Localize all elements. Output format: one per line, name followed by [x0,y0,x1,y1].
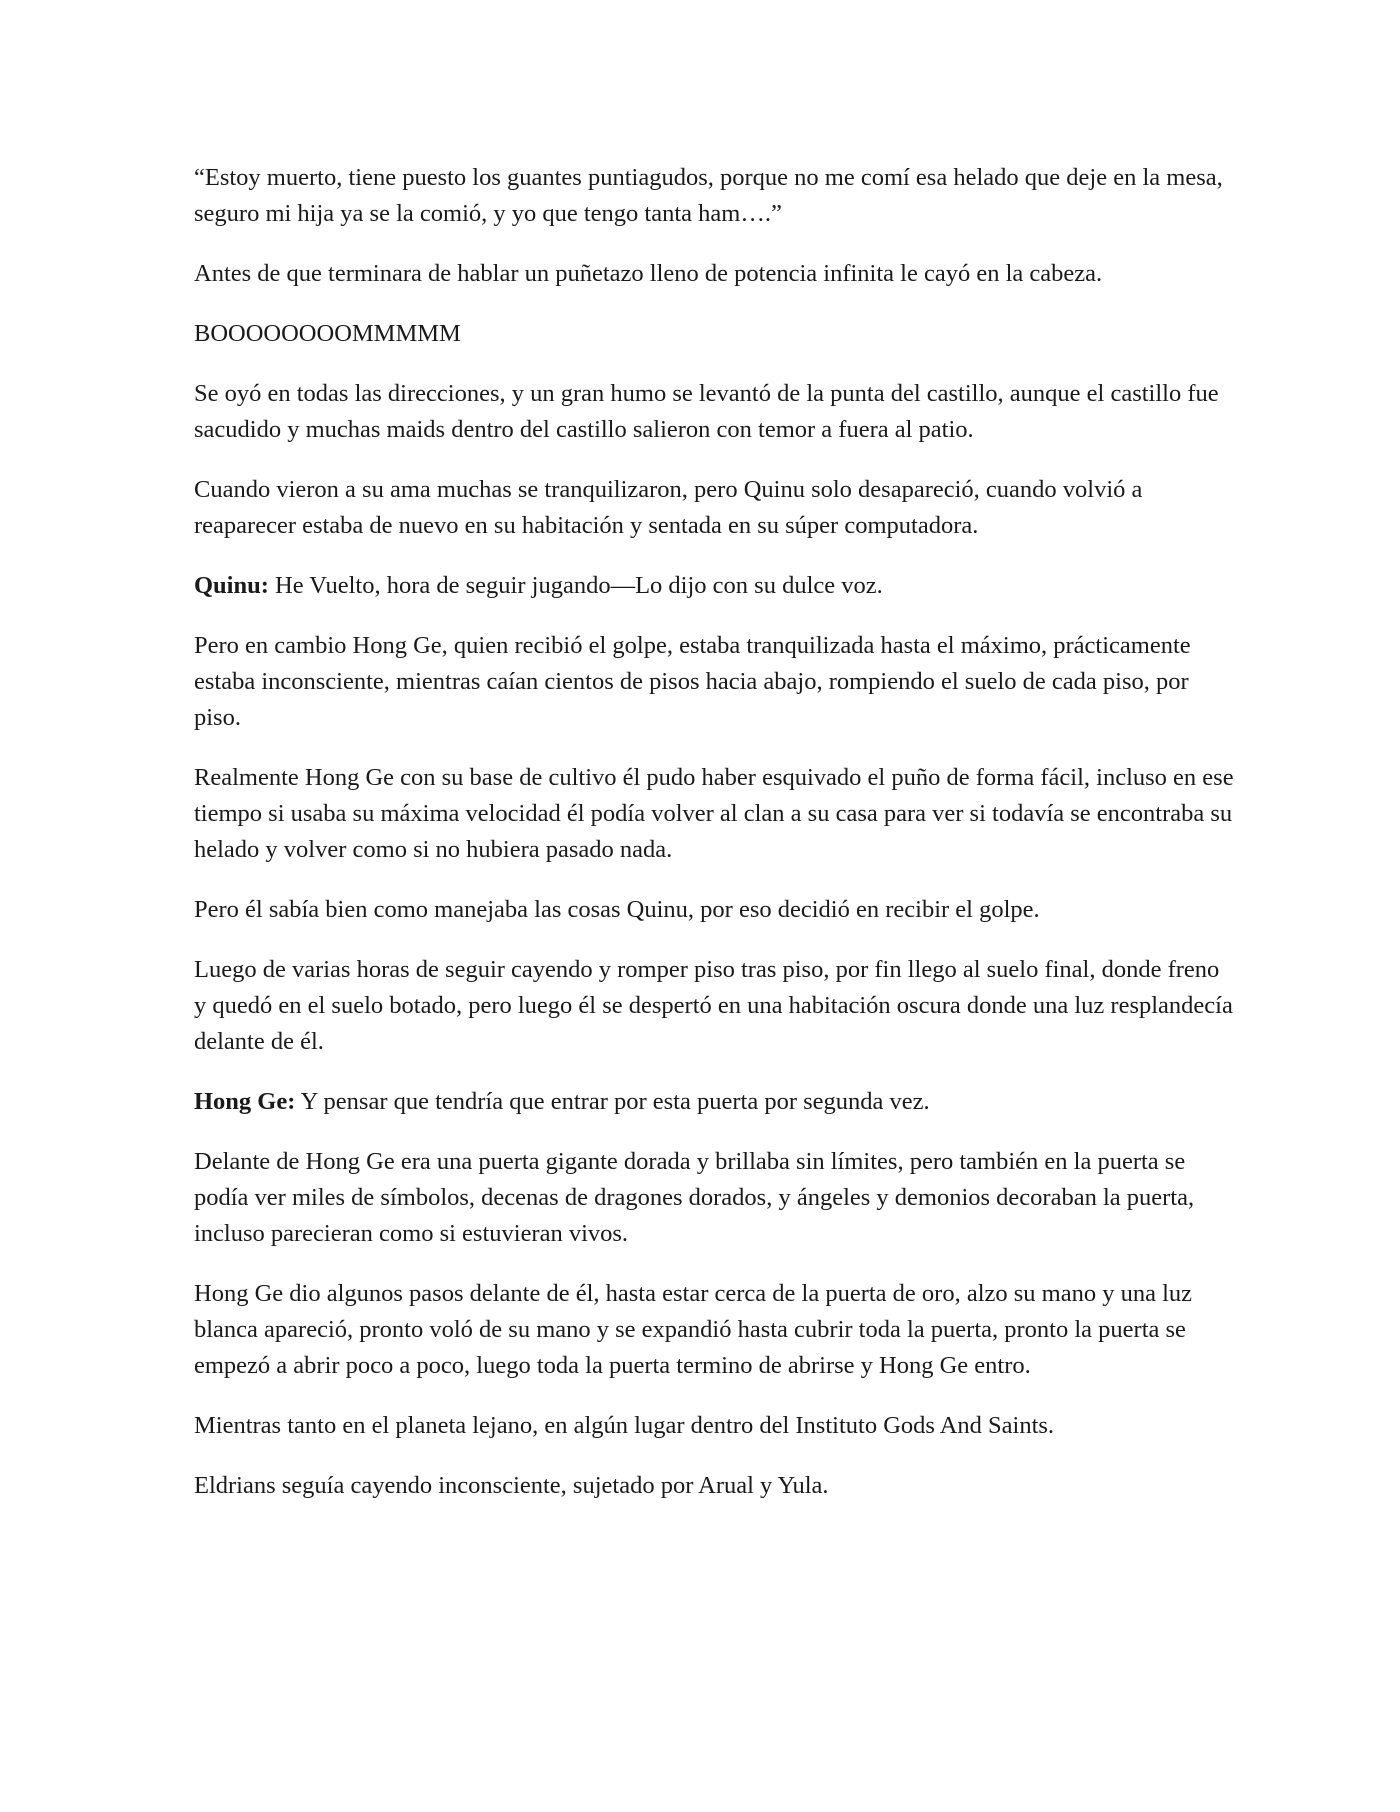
paragraph [194,628,1234,736]
paragraph [194,952,1234,1060]
paragraph-text: Cuando vieron a su ama muchas se tranquilizaron, pero Quinu solo desapareció, cuando volvió a reaparecer estaba de nuevo en su habitación y sentada en su súper computadora. [194,476,1143,539]
paragraph-text: “Estoy muerto, tiene puesto los guantes puntiagudos, porque no me comí esa helado que deje en la mesa, seguro mi hija ya se la comió, y yo que tengo tanta ham….” [194,164,1223,227]
paragraph [194,1468,1234,1504]
speaker-name: Quinu: [194,572,269,599]
paragraph-text: Pero él sabía bien como manejaba las cosas Quinu, por eso decidió en recibir el golpe. [194,896,1040,923]
paragraph [194,376,1234,448]
paragraph [194,760,1234,868]
document-body [194,160,1234,1528]
paragraph-text: BOOOOOOOOMMMMM [194,320,461,347]
paragraph-text: Realmente Hong Ge con su base de cultivo él pudo haber esquivado el puño de forma fácil, incluso en ese tiempo si usaba su máxima velocidad él podía volver al clan a su casa para ver si todavía se encontraba su helado y volver como si no hubiera pasado nada. [194,764,1234,863]
paragraph-text: Se oyó en todas las direcciones, y un gran humo se levantó de la punta del castillo, aunque el castillo fue sacudido y muchas maids dentro del castillo salieron con temor a fuera al patio. [194,380,1219,443]
paragraph [194,472,1234,544]
paragraph [194,316,1234,352]
dialogue-paragraph [194,1084,1234,1120]
paragraph [194,256,1234,292]
paragraph-text: Antes de que terminara de hablar un puñetazo lleno de potencia infinita le cayó en la cabeza. [194,260,1103,287]
paragraph [194,1144,1234,1252]
speaker-name: Hong Ge: [194,1088,296,1115]
paragraph-text: Hong Ge dio algunos pasos delante de él, hasta estar cerca de la puerta de oro, alzo su mano y una luz blanca apareció, pronto voló de su mano y se expandió hasta cubrir toda la puerta, pronto la puerta se empezó a abrir poco a poco, luego toda la puerta termino de abrirse y Hong Ge entro. [194,1280,1193,1379]
paragraph-text: Y pensar que tendría que entrar por esta puerta por segunda vez. [295,1088,930,1115]
dialogue-paragraph [194,568,1234,604]
paragraph-text: Delante de Hong Ge era una puerta gigante dorada y brillaba sin límites, pero también en la puerta se podía ver miles de símbolos, decenas de dragones dorados, y ángeles y demonios decoraban la puerta, incluso parecieran como si estuvieran vivos. [194,1148,1195,1247]
paragraph-text: Eldrians seguía cayendo inconsciente, sujetado por Arual y Yula. [194,1472,829,1499]
paragraph [194,1408,1234,1444]
paragraph-text: Luego de varias horas de seguir cayendo y romper piso tras piso, por fin llego al suelo final, donde freno y quedó en el suelo botado, pero luego él se despertó en una habitación oscura donde una luz resplandecía delante de él. [194,956,1233,1055]
paragraph-text: Mientras tanto en el planeta lejano, en algún lugar dentro del Instituto Gods And Saints. [194,1412,1055,1439]
paragraph [194,1276,1234,1384]
paragraph-text: He Vuelto, hora de seguir jugando—Lo dijo con su dulce voz. [268,572,883,599]
paragraph-text: Pero en cambio Hong Ge, quien recibió el golpe, estaba tranquilizada hasta el máximo, prácticamente estaba inconsciente, mientras caían cientos de pisos hacia abajo, rompiendo el suelo de cada piso, por piso. [194,632,1191,731]
paragraph [194,892,1234,928]
paragraph [194,160,1234,232]
